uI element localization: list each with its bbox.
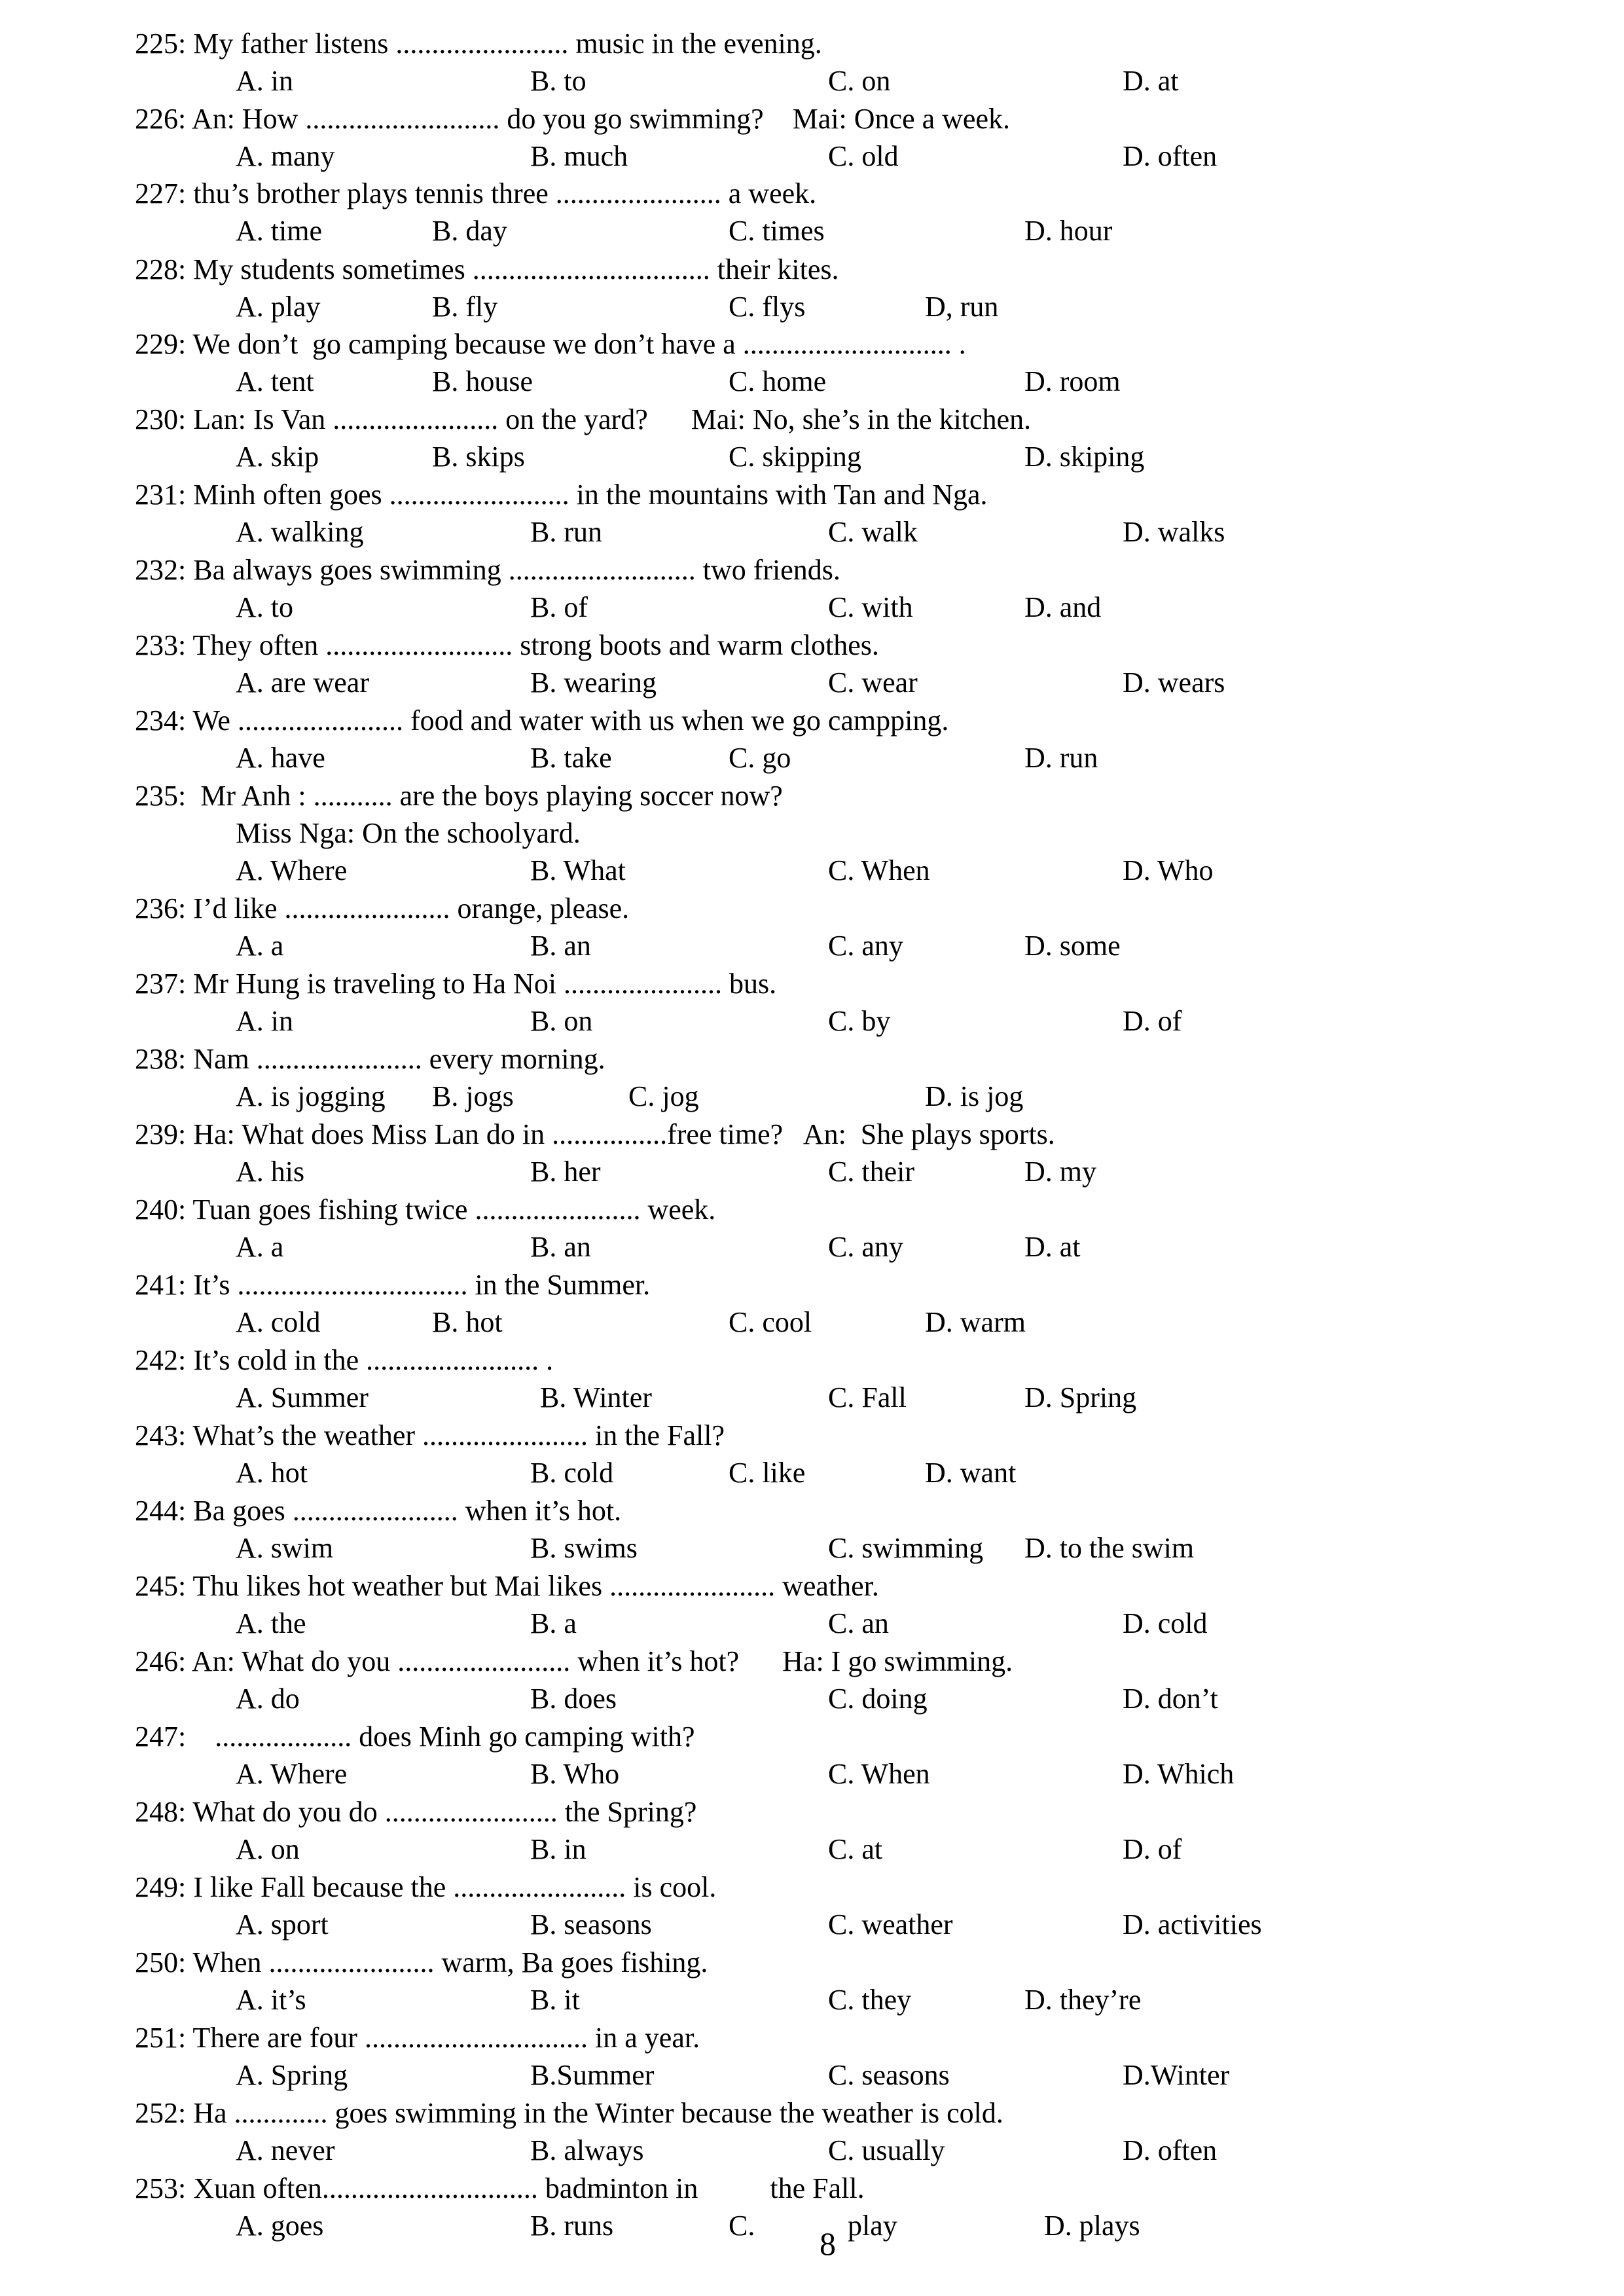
answer-option: D. wears bbox=[1123, 666, 1225, 699]
answer-option: C. bbox=[729, 2210, 755, 2242]
question-text: 246: An: What do you ........................ when it’s hot? Ha: I go swimming. bbox=[135, 1645, 1013, 1677]
answer-option: D. hour bbox=[1024, 215, 1113, 247]
question-text: 235: Mr Anh : ........... are the boys playing soccer now? bbox=[135, 780, 783, 812]
answer-option: A. Where bbox=[236, 854, 348, 886]
answer-option: B. seasons bbox=[530, 1908, 652, 1941]
question-text: 252: Ha ............. goes swimming in the Winter because the weather is cold. bbox=[135, 2097, 1003, 2129]
question-text: 247: ................... does Minh go camping with? bbox=[135, 1721, 695, 1753]
question-text: 240: Tuan goes fishing twice ....................... week. bbox=[135, 1194, 716, 1226]
answer-option: B. fly bbox=[432, 291, 498, 323]
question-text: 227: thu’s brother plays tennis three ....................... a week. bbox=[135, 177, 817, 210]
question-text: 239: Ha: What does Miss Lan do in ................free time? An: She plays sports. bbox=[135, 1118, 1055, 1150]
answer-option: D. of bbox=[1123, 1005, 1182, 1037]
question-text: 251: There are four ............................... in a year. bbox=[135, 2022, 700, 2054]
answer-option: B. does bbox=[530, 1683, 617, 1715]
answer-option: A. hot bbox=[236, 1457, 308, 1489]
answer-option: C. with bbox=[828, 591, 913, 623]
answer-option: A. many bbox=[236, 140, 335, 172]
answer-option: C. flys bbox=[729, 291, 806, 323]
answer-option: B. to bbox=[530, 65, 586, 97]
answer-option: B. in bbox=[530, 1833, 586, 1865]
answer-option: B. Who bbox=[530, 1758, 620, 1790]
answer-option: A. Spring bbox=[236, 2059, 348, 2091]
answer-option: D. often bbox=[1123, 2134, 1218, 2166]
answer-option: C. home bbox=[729, 365, 827, 397]
question-text: 249: I like Fall because the ........................ is cool. bbox=[135, 1871, 717, 1903]
question-text: 241: It’s ................................ in the Summer. bbox=[135, 1269, 651, 1301]
answer-option: A. are wear bbox=[236, 666, 369, 699]
question-text: 231: Minh often goes ......................... in the mountains with Tan and Nga. bbox=[135, 479, 988, 511]
answer-option: D.Winter bbox=[1123, 2059, 1230, 2091]
answer-option: C. by bbox=[828, 1005, 891, 1037]
answer-option: D. want bbox=[925, 1457, 1017, 1489]
answer-option: B. cold bbox=[530, 1457, 614, 1489]
answer-option: D. walks bbox=[1123, 516, 1225, 548]
answer-option: A. skip bbox=[236, 441, 319, 473]
answer-option: B. much bbox=[530, 140, 628, 172]
answer-option: C. swimming bbox=[828, 1532, 984, 1564]
answer-option: C. When bbox=[828, 1758, 930, 1790]
answer-option: C. cool bbox=[729, 1306, 812, 1338]
answer-option: D. skiping bbox=[1024, 441, 1145, 473]
answer-option: D. room bbox=[1024, 365, 1121, 397]
answer-option: A. in bbox=[236, 1005, 293, 1037]
answer-option: C. on bbox=[828, 65, 891, 97]
answer-option: D, run bbox=[925, 291, 999, 323]
question-text: 226: An: How ........................... do you go swimming? Mai: Once a week. bbox=[135, 103, 1010, 135]
answer-option: D. run bbox=[1024, 742, 1098, 774]
answer-option: A. in bbox=[236, 65, 293, 97]
answer-option: B. always bbox=[530, 2134, 644, 2166]
answer-option: C. times bbox=[729, 215, 825, 247]
answer-option: B. Winter bbox=[540, 1381, 652, 1413]
answer-option: C. wear bbox=[828, 666, 918, 699]
answer-option: A. walking bbox=[236, 516, 364, 548]
answer-option: B. runs bbox=[530, 2210, 614, 2242]
answer-option: D. they’re bbox=[1024, 1984, 1142, 2016]
answer-option: A. on bbox=[236, 1833, 300, 1865]
answer-option: B. run bbox=[530, 516, 602, 548]
answer-option: B. day bbox=[432, 215, 507, 247]
answer-option: A. sport bbox=[236, 1908, 329, 1941]
answer-option: C. an bbox=[828, 1607, 889, 1639]
answer-option: A. a bbox=[236, 1231, 284, 1263]
answer-option: B. a bbox=[530, 1607, 577, 1639]
question-text: 229: We don’t go camping because we don’t have a ............................. . bbox=[135, 328, 966, 360]
answer-option: A. cold bbox=[236, 1306, 321, 1338]
answer-option: D. Which bbox=[1123, 1758, 1235, 1790]
question-text: 244: Ba goes ....................... when it’s hot. bbox=[135, 1495, 622, 1527]
answer-option: A. his bbox=[236, 1156, 305, 1188]
question-text: 238: Nam ....................... every morning. bbox=[135, 1043, 605, 1075]
question-text-line2: Miss Nga: On the schoolyard. bbox=[236, 817, 581, 849]
answer-option: A. goes bbox=[236, 2210, 324, 2242]
answer-option: A. it’s bbox=[236, 1984, 306, 2016]
answer-option: A. Summer bbox=[236, 1381, 369, 1413]
answer-option: D. often bbox=[1123, 140, 1218, 172]
question-text: 225: My father listens ........................ music in the evening. bbox=[135, 27, 822, 60]
answer-option: D. Who bbox=[1123, 854, 1214, 886]
answer-option: A. time bbox=[236, 215, 322, 247]
answer-option: A. tent bbox=[236, 365, 314, 397]
answer-option: B. swims bbox=[530, 1532, 638, 1564]
answer-option: B. What bbox=[530, 854, 626, 886]
question-text: 228: My students sometimes ................................. their kites. bbox=[135, 253, 839, 285]
answer-option: D. cold bbox=[1123, 1607, 1208, 1639]
question-text: 230: Lan: Is Van ....................... on the yard? Mai: No, she’s in the kitchen. bbox=[135, 403, 1032, 435]
answer-option: A. a bbox=[236, 930, 284, 962]
answer-option: B. an bbox=[530, 1231, 591, 1263]
answer-option: C. usually bbox=[828, 2134, 945, 2166]
answer-option: D. at bbox=[1123, 65, 1179, 97]
answer-option: C. their bbox=[828, 1156, 914, 1188]
answer-option: B. wearing bbox=[530, 666, 657, 699]
answer-option: D. to the swim bbox=[1024, 1532, 1195, 1564]
answer-option: C. any bbox=[828, 1231, 903, 1263]
answer-option: C. any bbox=[828, 930, 903, 962]
answer-option: C. walk bbox=[828, 516, 918, 548]
answer-option: D. of bbox=[1123, 1833, 1182, 1865]
answer-option: C. they bbox=[828, 1984, 912, 2016]
question-text: 233: They often .......................... strong boots and warm clothes. bbox=[135, 629, 879, 661]
answer-option: B. her bbox=[530, 1156, 601, 1188]
answer-option: D. plays bbox=[1044, 2210, 1140, 2242]
answer-option: B. hot bbox=[432, 1306, 503, 1338]
answer-option: A. do bbox=[236, 1683, 300, 1715]
question-text: 250: When ....................... warm, Ba goes fishing. bbox=[135, 1946, 708, 1978]
answer-option: B.Summer bbox=[530, 2059, 655, 2091]
answer-option: C. skipping bbox=[729, 441, 861, 473]
answer-option: B. of bbox=[530, 591, 588, 623]
question-text: 234: We ....................... food and water with us when we go campping. bbox=[135, 704, 949, 737]
answer-option: A. have bbox=[236, 742, 325, 774]
answer-option: B. it bbox=[530, 1984, 580, 2016]
question-text: 237: Mr Hung is traveling to Ha Noi ...................... bus. bbox=[135, 968, 777, 1000]
question-text: 242: It’s cold in the ........................ . bbox=[135, 1344, 554, 1376]
answer-option: C. like bbox=[729, 1457, 806, 1489]
answer-option: D. Spring bbox=[1024, 1381, 1137, 1413]
question-text: 253: Xuan often.............................. badminton in the Fall. bbox=[135, 2172, 865, 2204]
answer-option: D. is jog bbox=[925, 1080, 1024, 1112]
answer-option: C. Fall bbox=[828, 1381, 907, 1413]
answer-option: A. Where bbox=[236, 1758, 348, 1790]
answer-option: A. to bbox=[236, 591, 293, 623]
answer-option: A. is jogging bbox=[236, 1080, 386, 1112]
answer-option: C. at bbox=[828, 1833, 883, 1865]
answer-option: A. swim bbox=[236, 1532, 334, 1564]
question-text: 243: What’s the weather ....................... in the Fall? bbox=[135, 1419, 725, 1451]
question-text: 248: What do you do ........................ the Spring? bbox=[135, 1796, 697, 1828]
answer-option: A. play bbox=[236, 291, 321, 323]
question-text: 245: Thu likes hot weather but Mai likes ....................... weather. bbox=[135, 1570, 879, 1602]
question-text: 232: Ba always goes swimming .......................... two friends. bbox=[135, 554, 840, 586]
page-number: 8 bbox=[820, 2225, 836, 2262]
answer-option: D. some bbox=[1024, 930, 1121, 962]
answer-option: D. warm bbox=[925, 1306, 1026, 1338]
answer-option: D. my bbox=[1024, 1156, 1096, 1188]
answer-option: C. old bbox=[828, 140, 899, 172]
answer-option: B. skips bbox=[432, 441, 525, 473]
answer-option: B. house bbox=[432, 365, 533, 397]
answer-option: C. doing bbox=[828, 1683, 928, 1715]
answer-option: A. the bbox=[236, 1607, 306, 1639]
answer-option: play bbox=[848, 2210, 897, 2242]
answer-option: C. weather bbox=[828, 1908, 953, 1941]
answer-option: B. take bbox=[530, 742, 612, 774]
answer-option: B. on bbox=[530, 1005, 593, 1037]
answer-option: C. go bbox=[729, 742, 791, 774]
answer-option: C. When bbox=[828, 854, 930, 886]
answer-option: B. an bbox=[530, 930, 591, 962]
answer-option: B. jogs bbox=[432, 1080, 514, 1112]
answer-option: D. activities bbox=[1123, 1908, 1262, 1941]
question-text: 236: I’d like ....................... orange, please. bbox=[135, 892, 630, 924]
answer-option: D. and bbox=[1024, 591, 1102, 623]
answer-option: A. never bbox=[236, 2134, 335, 2166]
answer-option: D. at bbox=[1024, 1231, 1081, 1263]
answer-option: C. jog bbox=[628, 1080, 699, 1112]
answer-option: C. seasons bbox=[828, 2059, 950, 2091]
answer-option: D. don’t bbox=[1123, 1683, 1218, 1715]
